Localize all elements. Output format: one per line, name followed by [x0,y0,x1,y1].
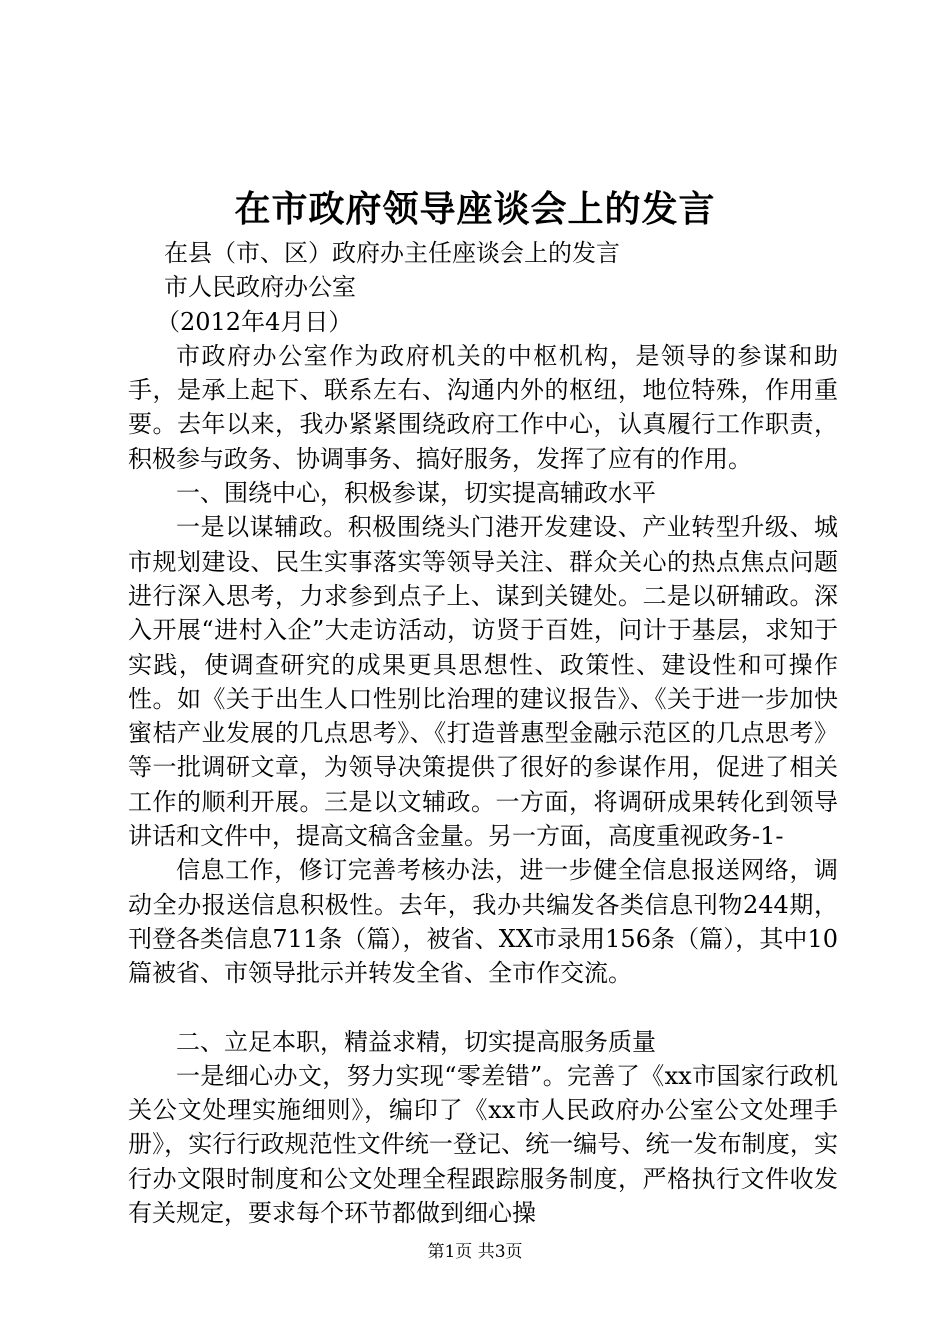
page-footer: 第1页 共3页 [427,1242,523,1262]
document-title: 在市政府领导座谈会上的发言 [234,188,716,230]
paragraph-gap [128,991,838,1025]
paragraph: 市政府办公室作为政府机关的中枢机构，是领导的参谋和助手，是承上起下、联系左右、沟通内外的枢纽，地位特殊，作用重要。去年以来，我办紧紧围绕政府工作中心，认真履行工作职责，积极参与政务、协调事务、搞好服务，发挥了应有的作用。 [128,341,838,473]
paragraph: 一是以谋辅政。积极围绕头门港开发建设、产业转型升级、城市规划建设、民生实事落实等领导关注、群众关心的热点焦点问题进行深入思考，力求参到点子上、谋到关键处。二是以研辅政。深入开展“进村入企”大走访活动，访贤于百姓，问计于基层，求知于实践，使调查研究的成果更具思想性、政策性、建设性和可操作性。如《关于出生人口性别比治理的建议报告》、《关于进一步加快蜜桔产业发展的几点思考》、《打造普惠型金融示范区的几点思考》等一批调研文章，为领导决策提供了很好的参谋作用，促进了相关工作的顺利开展。三是以文辅政。一方面，将调研成果转化到领导讲话和文件中，提高文稿含金量。另一方面，高度重视政务-1- [128,513,838,851]
document-author: 市人民政府办公室 [164,273,356,302]
paragraph: 信息工作，修订完善考核办法，进一步健全信息报送网络，调动全办报送信息积极性。去年，我办共编发各类信息刊物244期，刊登各类信息711条（篇），被省、XX市录用156条（篇），其中10篇被省、市领导批示并转发全省、全市作交流。 [128,856,838,988]
section-heading: 二、立足本职，精益求精，切实提高服务质量 [176,1027,656,1056]
document-body [128,236,838,1230]
paragraph: 一是细心办文，努力实现“零差错”。完善了《xx市国家行政机关公文处理实施细则》，编印了《xx市人民政府办公室公文处理手册》，实行行政规范性文件统一登记、统一编号、统一发布制度，实行办文限时制度和公文处理全程跟踪服务制度，严格执行文件收发有关规定，要求每个环节都做到细心操 [128,1061,838,1228]
document-subtitle: 在县（市、区）政府办主任座谈会上的发言 [164,239,620,267]
section-heading: 一、围绕中心，积极参谋，切实提高辅政水平 [176,479,656,508]
document-date: （2012年4月日） [156,307,353,336]
